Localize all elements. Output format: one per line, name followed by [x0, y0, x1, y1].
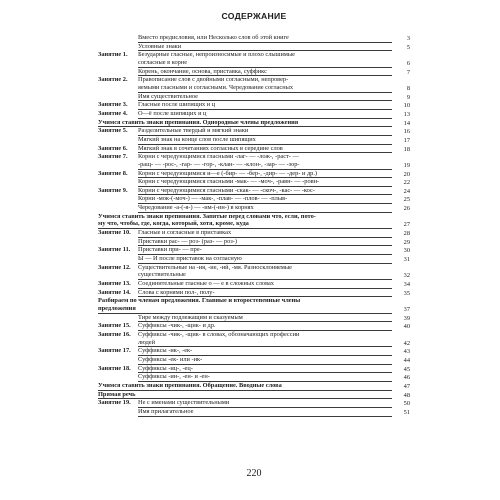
toc-entry-title-line: яемыми гласными и согласными. Чередование согласных: [138, 83, 294, 91]
toc-entry-title-line: Не с именами существительными: [138, 399, 230, 407]
toc-entry: [98, 153, 410, 169]
toc-entry-label: Занятие 12.: [98, 263, 131, 271]
toc-entry-page: 7: [406, 68, 410, 76]
toc-entry-title-line: Ы — И после приставок на согласную: [138, 255, 242, 263]
toc-entry-page: 27: [403, 221, 410, 229]
toc-entry: [98, 43, 410, 52]
toc-entry-title-line: Мягкий знак на конце слов после шипящих: [138, 135, 256, 143]
toc-entry: [98, 365, 410, 374]
toc-entry-label: Занятие 11.: [98, 246, 131, 254]
toc-entry-title: [138, 127, 392, 136]
toc-entry-label: Занятие 15.: [98, 322, 131, 330]
toc-entry: [98, 145, 410, 154]
toc-entry-title: [138, 153, 392, 169]
toc-entry-title-line: му что, чтобы, где, когда, который, хотя, кроме, куда: [98, 220, 249, 228]
toc-entry-title: [138, 51, 392, 67]
toc-entry: [98, 34, 410, 43]
toc-entry-page: 47: [403, 382, 410, 390]
toc-entry-page: 19: [403, 161, 410, 169]
toc-entry-title: [138, 347, 392, 356]
toc-entry: [98, 297, 410, 313]
toc-entry: [98, 187, 410, 196]
toc-entry: [98, 127, 410, 136]
toc-entry-page: 45: [403, 365, 410, 373]
toc-entry-title-line: Учимся ставить знаки препинания. Обращение. Вводные слова: [98, 381, 282, 389]
toc-entry-title: [138, 255, 392, 264]
toc-entry-title-line: существительные: [138, 271, 186, 279]
toc-entry-title-line: Суффиксы -чик-, -щик- в словах, обозначающих профессии: [138, 330, 300, 338]
toc-entry-page: 13: [403, 110, 410, 118]
toc-entry-title-line: Суффиксы -ин-, -ен- и -ен-: [138, 373, 210, 381]
toc-entry-page: 51: [403, 408, 410, 416]
toc-entry-label: Занятие 10.: [98, 229, 131, 237]
toc-entry: [98, 68, 410, 77]
toc-entry: [98, 399, 410, 408]
toc-entry-title-line: Корни с чередующимися гласными -мак- — -моч-, -равн- — -ровн-: [138, 178, 320, 186]
toc-entry-label: Занятие 1.: [98, 51, 128, 59]
toc-entry-page: 28: [403, 230, 410, 238]
toc-entry-page: 20: [403, 170, 410, 178]
toc-entry-title-line: Корни с чередующимися гласными -лаг- — -лож-, -раст- —: [138, 153, 299, 161]
toc-entry-title: [138, 331, 392, 347]
toc-entry: [98, 347, 410, 356]
toc-entry-title: [138, 43, 392, 52]
toc-entry-label: Занятие 2.: [98, 76, 128, 84]
toc-entry-page: 50: [403, 400, 410, 408]
toc-entry-title-line: Мягкий знак в сочетаниях согласных в середине слов: [138, 144, 283, 152]
toc-entry-page: 18: [403, 145, 410, 153]
toc-entry-label: Занятие 5.: [98, 127, 128, 135]
toc-entry-title-line: Учимся ставить знаки препинания. Однородные члены предложения: [98, 118, 299, 126]
toc-entry-title-line: Гласные и согласные в приставках: [138, 229, 232, 237]
toc-entry: [98, 264, 410, 280]
toc-entry-label: Занятие 8.: [98, 169, 128, 177]
toc-entry-title: [138, 178, 392, 187]
toc-entry: [98, 255, 410, 264]
toc-entry-title: [138, 238, 392, 247]
toc-entry-title-line: Суффиксы -ек- или -ик-: [138, 355, 203, 363]
toc-entry: [98, 391, 410, 400]
toc-entry-title-line: Корни с чередующимися гласными -скак- — -скоч-, -кас- — -кос-: [138, 186, 315, 194]
toc-entry: [98, 382, 410, 391]
toc-entry-title: [138, 187, 392, 196]
toc-entry-title: [98, 297, 392, 313]
page-number: 220: [246, 468, 262, 479]
toc-entry-page: 29: [403, 238, 410, 246]
toc-entry-page: 44: [403, 356, 410, 364]
toc-entry-page: 46: [403, 374, 410, 382]
toc-entry-title-line: Корни с чередующимися и—е (-бир- — -бер-, -дир- — -дер- и др.): [138, 169, 318, 177]
toc-entry: [98, 238, 410, 247]
toc-entry-title-line: Соединительные гласные о — е в сложных словах: [138, 280, 274, 288]
toc-entry-label: Занятие 3.: [98, 101, 128, 109]
toc-entry: [98, 178, 410, 187]
toc-title: СОДЕРЖАНИЕ: [221, 11, 287, 21]
toc-entry: [98, 170, 410, 179]
toc-entry-title: [138, 356, 392, 365]
toc-entry-page: 14: [403, 119, 410, 127]
toc-entry-page: 42: [403, 339, 410, 347]
toc-entry: [98, 331, 410, 347]
toc-entry-label: Занятие 14.: [98, 288, 131, 296]
toc-entry-title: [138, 289, 392, 298]
toc-entry-label: Занятие 16.: [98, 330, 131, 338]
toc-entry: [98, 76, 410, 92]
toc-entry-label: Занятие 6.: [98, 144, 128, 152]
toc-entry-label: Занятие 19.: [98, 399, 131, 407]
toc-entry-title: [138, 373, 392, 382]
toc-entry-title-line: Существительные на -ия, -ие, -ий, -мя. Разносклоняемые: [138, 263, 292, 271]
toc-entry-title-line: Суффиксы -иц-, -ец-: [138, 364, 193, 372]
toc-entry-page: 34: [403, 281, 410, 289]
toc-entry-title-line: согласные в корне: [138, 58, 188, 66]
toc-entry-page: 40: [403, 323, 410, 331]
toc-entry-title-line: Безударные гласные, непроизносимые и плохо слышимые: [138, 51, 295, 59]
toc-entry-title: [138, 229, 392, 238]
toc-entry-title: [138, 264, 392, 280]
toc-entry-title: [98, 213, 392, 229]
toc-entry: [98, 195, 410, 204]
toc-entry-title-line: Имя прилагательное: [138, 407, 194, 415]
toc-entry-label: Занятие 13.: [98, 280, 131, 288]
toc-list: [98, 34, 410, 417]
toc-entry-page: 30: [403, 247, 410, 255]
toc-entry: [98, 119, 410, 128]
toc-page: [98, 0, 410, 500]
toc-entry-page: 32: [403, 272, 410, 280]
toc-entry-title: [138, 136, 392, 145]
toc-entry-title-line: Разделительные твердый и мягкий знаки: [138, 127, 249, 135]
toc-entry-label: Занятие 7.: [98, 153, 128, 161]
toc-entry-title: [98, 119, 392, 128]
toc-entry-page: 3: [406, 35, 410, 42]
toc-entry-title-line: Условные знаки: [138, 42, 182, 50]
toc-entry-page: 16: [403, 128, 410, 136]
toc-entry-page: 25: [403, 196, 410, 204]
toc-entry-title: [98, 391, 392, 400]
toc-entry-label: Занятие 18.: [98, 364, 131, 372]
toc-entry: [98, 213, 410, 229]
toc-entry-title: [138, 408, 392, 417]
toc-entry-title: [138, 110, 392, 119]
toc-entry-title-line: людей: [138, 338, 156, 346]
toc-entry: [98, 246, 410, 255]
toc-entry-title-line: О—ё после шипящих и ц: [138, 109, 207, 117]
toc-entry-page: 6: [406, 59, 410, 67]
toc-entry: [98, 280, 410, 289]
toc-entry-title: [138, 280, 392, 289]
toc-entry-title: [138, 204, 392, 213]
toc-entry-title-line: предложения: [98, 305, 136, 312]
toc-entry-label: Занятие 9.: [98, 186, 128, 194]
toc-entry: [98, 101, 410, 110]
toc-entry: [98, 408, 410, 417]
toc-entry-title-line: Приставки рас- — роз- (раз- — роз-): [138, 237, 237, 245]
toc-entry-page: 17: [403, 136, 410, 144]
toc-entry-title: [138, 314, 392, 323]
toc-entry: [98, 110, 410, 119]
toc-entry-title-line: Разбираем по членам предложения. Главные и второстепенные члены: [98, 297, 301, 305]
toc-entry-title-line: -ращ- — -рос-, -гар- — -гор-, -клан- — -клон-, -зар- — -зор-: [138, 160, 300, 168]
toc-entry: [98, 314, 410, 323]
toc-entry: [98, 373, 410, 382]
toc-entry-page: 31: [403, 256, 410, 264]
toc-entry: [98, 356, 410, 365]
toc-entry-page: 22: [403, 179, 410, 187]
toc-entry: [98, 51, 410, 67]
toc-entry-page: 43: [403, 348, 410, 356]
toc-entry-title-line: Тире между подлежащим и сказуемым: [138, 313, 243, 321]
toc-entry-title-line: Слова с корнями пол-, полу-: [138, 288, 215, 296]
toc-entry-page: 37: [403, 306, 410, 313]
toc-entry-title-line: Приставки при- — пре-: [138, 246, 202, 254]
toc-entry-title-line: Корень, окончание, основа, приставка, суффикс: [138, 67, 267, 75]
toc-entry-page: 9: [406, 93, 410, 101]
toc-entry-page: 10: [403, 102, 410, 110]
toc-entry-title-line: Гласные после шипящих и ц: [138, 101, 216, 109]
toc-entry-title: [138, 34, 392, 43]
toc-entry-title-line: Суффиксы -чик-, -щик- и др.: [138, 322, 216, 330]
toc-entry-title-line: Правописание слов с двойными согласными, непровер-: [138, 76, 289, 84]
toc-entry-page: 26: [403, 205, 410, 213]
toc-entry-title-line: Прямая речь: [98, 390, 136, 398]
toc-entry-label: Занятие 4.: [98, 109, 128, 117]
toc-entry-title: [138, 195, 392, 204]
toc-entry-page: 8: [406, 84, 410, 92]
toc-entry-title: [138, 76, 392, 92]
toc-entry: [98, 229, 410, 238]
toc-entry-title: [138, 365, 392, 374]
toc-entry-title-line: Имя существительное: [138, 92, 198, 100]
toc-entry-title-line: Корни -мок-(-моч-) — -мак-, -плав- — -плов- — -плыв-: [138, 195, 288, 203]
toc-entry-title-line: Вместо предисловия, или Несколько слов об этой книге: [138, 34, 289, 41]
toc-entry-title: [138, 170, 392, 179]
toc-entry-title: [138, 68, 392, 77]
toc-entry: [98, 322, 410, 331]
toc-entry-title: [138, 322, 392, 331]
toc-entry-page: 24: [403, 187, 410, 195]
toc-entry-page: 35: [403, 289, 410, 297]
toc-entry-title: [138, 101, 392, 110]
toc-entry-title: [138, 145, 392, 154]
toc-entry: [98, 289, 410, 298]
toc-entry-title: [138, 93, 392, 102]
toc-entry-label: Занятие 17.: [98, 347, 131, 355]
toc-entry-title: [98, 382, 392, 391]
toc-entry-page: 48: [403, 391, 410, 399]
toc-entry: [98, 93, 410, 102]
toc-entry-title: [138, 246, 392, 255]
toc-entry-title: [138, 399, 392, 408]
toc-entry: [98, 136, 410, 145]
toc-entry-title-line: Учимся ставить знаки препинания. Запятые перед словами что, если, пото-: [98, 212, 316, 220]
toc-entry-title-line: Суффиксы -ик-, -ек-: [138, 347, 193, 355]
toc-entry-title-line: Чередование -а-(-я-) — -им-(-ин-) в корнях: [138, 204, 254, 212]
toc-entry-page: 39: [403, 314, 410, 322]
toc-entry-page: 5: [406, 43, 410, 51]
toc-entry: [98, 204, 410, 213]
